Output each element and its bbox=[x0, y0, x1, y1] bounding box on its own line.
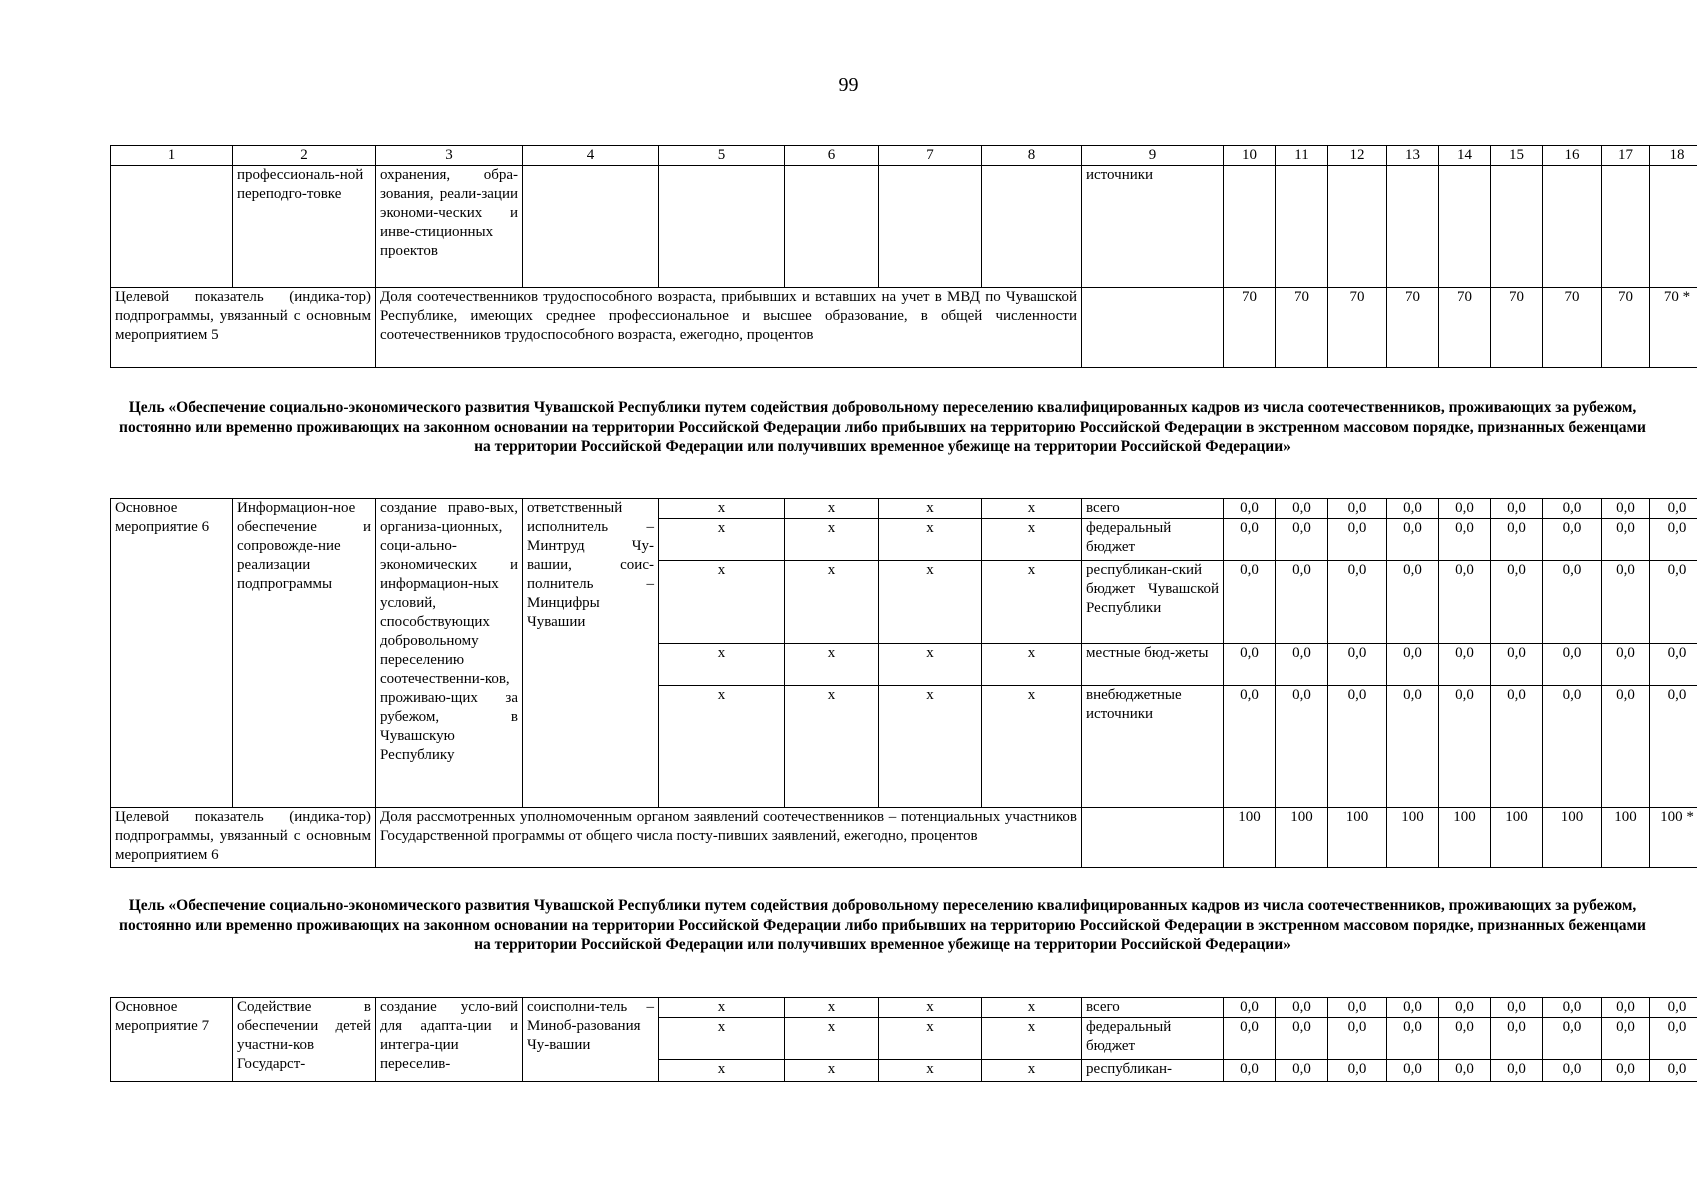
funding-value-cell: 0,0 bbox=[1387, 686, 1439, 808]
mark-cell: x bbox=[785, 644, 879, 686]
column-header: 16 bbox=[1543, 146, 1602, 166]
funding-value-cell: 0,0 bbox=[1387, 499, 1439, 519]
funding-value-cell: 0,0 bbox=[1224, 686, 1276, 808]
funding-value-cell: 0,0 bbox=[1491, 1060, 1543, 1082]
mark-cell: x bbox=[785, 1018, 879, 1060]
column-header: 12 bbox=[1328, 146, 1387, 166]
measure-number-cell: Основное мероприятие 6 bbox=[111, 499, 233, 808]
column-header: 2 bbox=[233, 146, 376, 166]
mark-cell: x bbox=[982, 998, 1082, 1018]
column-header: 14 bbox=[1439, 146, 1491, 166]
funding-value-cell: 0,0 bbox=[1491, 499, 1543, 519]
funding-value-cell: 0,0 bbox=[1276, 499, 1328, 519]
mark-cell: x bbox=[879, 519, 982, 561]
funding-value-cell: 0,0 bbox=[1543, 1060, 1602, 1082]
empty-cell bbox=[1650, 166, 1697, 288]
responsible-cell: соисполни-тель – Миноб-разования Чу-вашии bbox=[523, 998, 659, 1082]
mark-cell: x bbox=[659, 686, 785, 808]
mark-cell: x bbox=[982, 1018, 1082, 1060]
funding-value-cell: 0,0 bbox=[1543, 686, 1602, 808]
mark-cell: x bbox=[659, 1018, 785, 1060]
funding-source-cell: местные бюд-жеты bbox=[1082, 644, 1224, 686]
page-number: 99 bbox=[838, 74, 859, 96]
mark-cell: x bbox=[982, 519, 1082, 561]
indicator-value-cell: 70 bbox=[1387, 288, 1439, 368]
column-header: 13 bbox=[1387, 146, 1439, 166]
indicator-value-cell: 100 * bbox=[1650, 808, 1697, 868]
column-header: 15 bbox=[1491, 146, 1543, 166]
funding-value-cell: 0,0 bbox=[1650, 1060, 1697, 1082]
measure-name-cell: Информацион-ное обеспечение и сопровожде-ние реализации подпрограммы bbox=[233, 499, 376, 808]
indicator-value-cell: 70 bbox=[1543, 288, 1602, 368]
funding-value-cell: 0,0 bbox=[1650, 499, 1697, 519]
funding-value-cell: 0,0 bbox=[1328, 1060, 1387, 1082]
funding-source-cell: внебюджетные источники bbox=[1082, 686, 1224, 808]
mark-cell: x bbox=[659, 1060, 785, 1082]
column-header: 18 bbox=[1650, 146, 1697, 166]
funding-value-cell: 0,0 bbox=[1276, 998, 1328, 1018]
funding-value-cell: 0,0 bbox=[1439, 644, 1491, 686]
funding-value-cell: 0,0 bbox=[1387, 1018, 1439, 1060]
mark-cell: x bbox=[785, 998, 879, 1018]
empty-cell bbox=[1276, 166, 1328, 288]
mark-cell: x bbox=[982, 499, 1082, 519]
funding-value-cell: 0,0 bbox=[1602, 561, 1650, 644]
mark-cell: x bbox=[659, 998, 785, 1018]
indicator-value-cell: 70 * bbox=[1650, 288, 1697, 368]
column-header: 4 bbox=[523, 146, 659, 166]
indicator-row bbox=[111, 288, 1697, 368]
mark-cell: x bbox=[785, 1060, 879, 1082]
funding-value-cell: 0,0 bbox=[1224, 1018, 1276, 1060]
funding-value-cell: 0,0 bbox=[1491, 686, 1543, 808]
funding-value-cell: 0,0 bbox=[1602, 686, 1650, 808]
funding-value-cell: 0,0 bbox=[1224, 519, 1276, 561]
funding-value-cell: 0,0 bbox=[1543, 561, 1602, 644]
measure-goal-cell: создание усло-вий для адапта-ции и интегра-ции переселив- bbox=[376, 998, 523, 1082]
mark-cell: x bbox=[659, 644, 785, 686]
funding-value-cell: 0,0 bbox=[1224, 998, 1276, 1018]
indicator-label-cell: Целевой показатель (индика-тор) подпрограммы, увязанный с основным мероприятием 5 bbox=[111, 288, 376, 368]
indicator-value-cell: 70 bbox=[1276, 288, 1328, 368]
funding-value-cell: 0,0 bbox=[1276, 1060, 1328, 1082]
indicator-value-cell: 100 bbox=[1224, 808, 1276, 868]
column-header: 11 bbox=[1276, 146, 1328, 166]
funding-source-cell: источники bbox=[1082, 166, 1224, 288]
funding-row bbox=[111, 499, 1697, 519]
funding-value-cell: 0,0 bbox=[1543, 644, 1602, 686]
funding-value-cell: 0,0 bbox=[1276, 561, 1328, 644]
indicator-value-cell: 100 bbox=[1543, 808, 1602, 868]
mark-cell: x bbox=[982, 644, 1082, 686]
funding-value-cell: 0,0 bbox=[1602, 499, 1650, 519]
mark-cell: x bbox=[879, 998, 982, 1018]
funding-value-cell: 0,0 bbox=[1276, 519, 1328, 561]
table-block-1 bbox=[110, 145, 1697, 368]
indicator-value-cell: 70 bbox=[1439, 288, 1491, 368]
indicator-value-cell: 100 bbox=[1328, 808, 1387, 868]
mark-cell: x bbox=[982, 686, 1082, 808]
funding-value-cell: 0,0 bbox=[1224, 644, 1276, 686]
indicator-text-cell: Доля соотечественников трудоспособного возраста, прибывших и вставших на учет в МВД по Чувашской Республике, имеющих среднее профессиональное и высшее образование, в общей численности соотечественников трудоспособного возраста, ежегодно, процентов bbox=[376, 288, 1082, 368]
empty-cell bbox=[1602, 166, 1650, 288]
mark-cell: x bbox=[879, 499, 982, 519]
mark-cell: x bbox=[785, 686, 879, 808]
funding-value-cell: 0,0 bbox=[1439, 1060, 1491, 1082]
empty-cell bbox=[982, 166, 1082, 288]
funding-row bbox=[111, 998, 1697, 1018]
mark-cell: x bbox=[659, 519, 785, 561]
measure-name-cell: профессиональ-ной переподго-товке bbox=[233, 166, 376, 288]
indicator-value-cell: 70 bbox=[1602, 288, 1650, 368]
mark-cell: x bbox=[785, 499, 879, 519]
responsible-cell: ответственный исполнитель – Минтруд Чу-вашии, соис-полнитель – Минцифры Чувашии bbox=[523, 499, 659, 808]
goal-heading-1: Цель «Обеспечение социально-экономического развития Чувашской Республики путем содействия добровольному переселению квалифицированных кадров из числа соотечественников, проживающих за рубежом, постоянно или временно проживающих на законном основании на территории Российской Федерации либо прибывших на территорию Российской Федерации в экстренном массовом порядке, признанных беженцами на территории Российской Федерации или получивших временное убежище на территории Российской Федерации» bbox=[119, 399, 1646, 455]
mark-cell: x bbox=[879, 561, 982, 644]
funding-value-cell: 0,0 bbox=[1224, 1060, 1276, 1082]
mark-cell: x bbox=[879, 644, 982, 686]
mark-cell: x bbox=[659, 561, 785, 644]
funding-value-cell: 0,0 bbox=[1276, 644, 1328, 686]
funding-value-cell: 0,0 bbox=[1328, 998, 1387, 1018]
column-header: 17 bbox=[1602, 146, 1650, 166]
empty-cell bbox=[1224, 166, 1276, 288]
mark-cell: x bbox=[879, 1018, 982, 1060]
table-block-2 bbox=[110, 498, 1697, 868]
indicator-text-cell: Доля рассмотренных уполномоченным органом заявлений соотечественников – потенциальных участников Государственной программы от общего числа посту-пивших заявлений, ежегодно, процентов bbox=[376, 808, 1082, 868]
funding-value-cell: 0,0 bbox=[1543, 499, 1602, 519]
funding-value-cell: 0,0 bbox=[1650, 519, 1697, 561]
funding-value-cell: 0,0 bbox=[1328, 1018, 1387, 1060]
indicator-value-cell: 100 bbox=[1491, 808, 1543, 868]
table-row bbox=[111, 166, 1697, 288]
mark-cell: x bbox=[785, 561, 879, 644]
column-header: 3 bbox=[376, 146, 523, 166]
goal-heading-2: Цель «Обеспечение социально-экономического развития Чувашской Республики путем содействия добровольному переселению квалифицированных кадров из числа соотечественников, проживающих за рубежом, постоянно или временно проживающих на законном основании на территории Российской Федерации либо прибывших на территорию Российской Федерации в экстренном массовом порядке, признанных беженцами на территории Российской Федерации или получивших временное убежище на территории Российской Федерации» bbox=[119, 897, 1646, 953]
funding-source-cell: республикан- bbox=[1082, 1060, 1224, 1082]
indicator-label-cell: Целевой показатель (индика-тор) подпрограммы, увязанный с основным мероприятием 6 bbox=[111, 808, 376, 868]
funding-value-cell: 0,0 bbox=[1439, 499, 1491, 519]
funding-value-cell: 0,0 bbox=[1224, 561, 1276, 644]
funding-source-cell: республикан-ский бюджет Чувашской Республики bbox=[1082, 561, 1224, 644]
indicator-value-cell: 70 bbox=[1328, 288, 1387, 368]
empty-cell bbox=[1328, 166, 1387, 288]
funding-value-cell: 0,0 bbox=[1650, 1018, 1697, 1060]
mark-cell: x bbox=[982, 1060, 1082, 1082]
column-header: 8 bbox=[982, 146, 1082, 166]
funding-value-cell: 0,0 bbox=[1602, 519, 1650, 561]
funding-value-cell: 0,0 bbox=[1387, 1060, 1439, 1082]
empty-cell bbox=[1082, 808, 1224, 868]
funding-value-cell: 0,0 bbox=[1491, 644, 1543, 686]
funding-value-cell: 0,0 bbox=[1650, 644, 1697, 686]
funding-value-cell: 0,0 bbox=[1328, 519, 1387, 561]
funding-value-cell: 0,0 bbox=[1650, 686, 1697, 808]
funding-value-cell: 0,0 bbox=[1543, 998, 1602, 1018]
funding-value-cell: 0,0 bbox=[1439, 519, 1491, 561]
funding-value-cell: 0,0 bbox=[1543, 1018, 1602, 1060]
funding-value-cell: 0,0 bbox=[1387, 644, 1439, 686]
mark-cell: x bbox=[879, 1060, 982, 1082]
indicator-value-cell: 100 bbox=[1439, 808, 1491, 868]
table-block-3 bbox=[110, 997, 1697, 1082]
funding-value-cell: 0,0 bbox=[1439, 686, 1491, 808]
empty-cell bbox=[659, 166, 785, 288]
funding-value-cell: 0,0 bbox=[1439, 998, 1491, 1018]
funding-value-cell: 0,0 bbox=[1491, 1018, 1543, 1060]
measure-number-cell: Основное мероприятие 7 bbox=[111, 998, 233, 1082]
empty-cell bbox=[1543, 166, 1602, 288]
indicator-value-cell: 70 bbox=[1491, 288, 1543, 368]
column-header: 6 bbox=[785, 146, 879, 166]
funding-value-cell: 0,0 bbox=[1328, 686, 1387, 808]
empty-cell bbox=[785, 166, 879, 288]
column-header: 5 bbox=[659, 146, 785, 166]
funding-value-cell: 0,0 bbox=[1602, 644, 1650, 686]
empty-cell bbox=[1082, 288, 1224, 368]
funding-value-cell: 0,0 bbox=[1491, 998, 1543, 1018]
empty-cell bbox=[1387, 166, 1439, 288]
funding-value-cell: 0,0 bbox=[1491, 561, 1543, 644]
mark-cell: x bbox=[785, 519, 879, 561]
indicator-row bbox=[111, 808, 1697, 868]
column-header: 9 bbox=[1082, 146, 1224, 166]
funding-value-cell: 0,0 bbox=[1328, 561, 1387, 644]
funding-value-cell: 0,0 bbox=[1602, 1060, 1650, 1082]
funding-value-cell: 0,0 bbox=[1602, 1018, 1650, 1060]
indicator-value-cell: 100 bbox=[1387, 808, 1439, 868]
indicator-value-cell: 70 bbox=[1224, 288, 1276, 368]
funding-value-cell: 0,0 bbox=[1439, 561, 1491, 644]
funding-value-cell: 0,0 bbox=[1439, 1018, 1491, 1060]
measure-goal-cell: охранения, обра-зования, реали-зации экономи-ческих и инве-стиционных проектов bbox=[376, 166, 523, 288]
column-header: 7 bbox=[879, 146, 982, 166]
empty-cell bbox=[1439, 166, 1491, 288]
mark-cell: x bbox=[982, 561, 1082, 644]
empty-cell bbox=[879, 166, 982, 288]
funding-value-cell: 0,0 bbox=[1543, 519, 1602, 561]
measure-name-cell: Содействие в обеспечении детей участни-ков Государст- bbox=[233, 998, 376, 1082]
funding-source-cell: федеральный бюджет bbox=[1082, 1018, 1224, 1060]
funding-source-cell: всего bbox=[1082, 499, 1224, 519]
funding-value-cell: 0,0 bbox=[1328, 499, 1387, 519]
empty-cell bbox=[523, 166, 659, 288]
empty-cell bbox=[1491, 166, 1543, 288]
mark-cell: x bbox=[879, 686, 982, 808]
funding-value-cell: 0,0 bbox=[1276, 686, 1328, 808]
column-header: 1 bbox=[111, 146, 233, 166]
funding-value-cell: 0,0 bbox=[1387, 561, 1439, 644]
column-header: 10 bbox=[1224, 146, 1276, 166]
funding-value-cell: 0,0 bbox=[1650, 998, 1697, 1018]
mark-cell: x bbox=[659, 499, 785, 519]
funding-value-cell: 0,0 bbox=[1491, 519, 1543, 561]
measure-goal-cell: создание право-вых, организа-ционных, соци-ально-экономических и информацион-ных условий, способствующих добровольному переселению соотечественни-ков, проживаю-щих за рубежом, в Чувашскую Республику bbox=[376, 499, 523, 808]
funding-value-cell: 0,0 bbox=[1387, 519, 1439, 561]
indicator-value-cell: 100 bbox=[1602, 808, 1650, 868]
funding-value-cell: 0,0 bbox=[1602, 998, 1650, 1018]
funding-source-cell: всего bbox=[1082, 998, 1224, 1018]
funding-value-cell: 0,0 bbox=[1387, 998, 1439, 1018]
funding-value-cell: 0,0 bbox=[1650, 561, 1697, 644]
empty-cell bbox=[111, 166, 233, 288]
indicator-value-cell: 100 bbox=[1276, 808, 1328, 868]
funding-source-cell: федеральный бюджет bbox=[1082, 519, 1224, 561]
funding-value-cell: 0,0 bbox=[1276, 1018, 1328, 1060]
header-row bbox=[111, 146, 1697, 166]
funding-value-cell: 0,0 bbox=[1328, 644, 1387, 686]
funding-value-cell: 0,0 bbox=[1224, 499, 1276, 519]
